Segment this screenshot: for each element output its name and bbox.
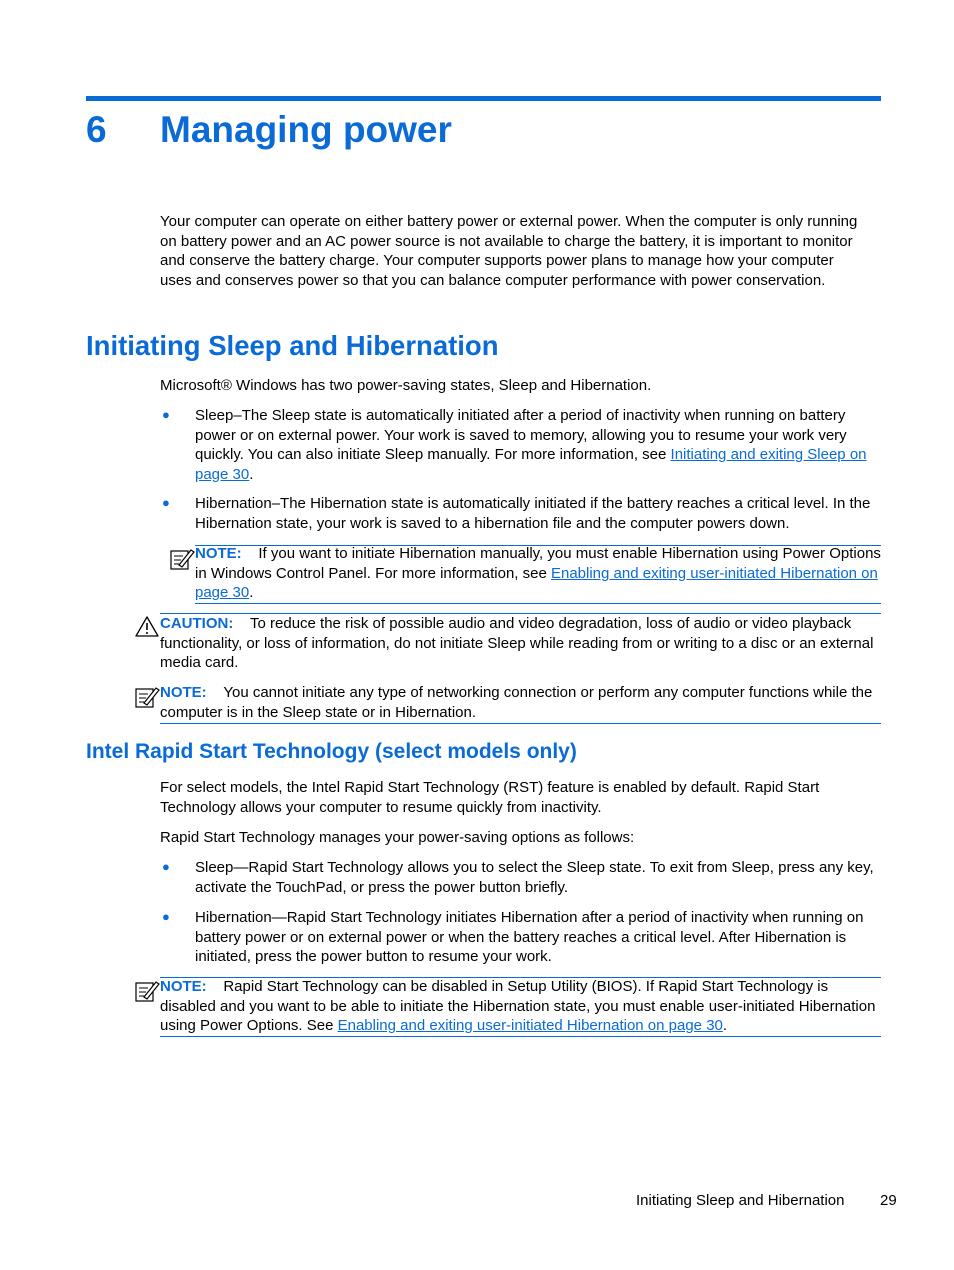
bullet-sleep-tail: .: [249, 465, 254, 483]
bullet-sleep: [195, 406, 883, 484]
note-networking: [160, 683, 885, 722]
rst-paragraph-2: Rapid Start Technology manages your power-saving options as follows:: [160, 829, 635, 846]
section-heading-sleep-hibernation: Initiating Sleep and Hibernation: [86, 330, 499, 361]
link-enabling-exiting-hibernation[interactable]: Enabling and exiting user-initiated Hibernation on page 30: [337, 1017, 723, 1034]
bullet-sleep-text: Sleep–The Sleep state is automatically initiated after a period of inactivity when running on battery power or on external power. Your work is saved to memory, allowing you to resume your work very quickly. You can also initiate Sleep manually. For more information, see: [195, 407, 847, 463]
note-bottom-rule: [195, 603, 881, 604]
bullet-dot: ●: [162, 495, 170, 510]
note-hibernation-manual: [195, 544, 885, 603]
note-bottom-rule: [160, 1036, 881, 1037]
link-enabling-exiting-hibernation[interactable]: Enabling and exiting user-initiated Hibernation on page 30: [195, 564, 878, 601]
caution-label: CAUTION:: [160, 615, 234, 632]
chapter-top-rule: [86, 96, 881, 101]
note-text: Rapid Start Technology can be disabled in Setup Utility (BIOS). If Rapid Start Technology is disabled and you want to be able to initiate the Hibernation state, you must enable user-initiated Hibernation using Power Options. See: [160, 978, 876, 1034]
note-text: You cannot initiate any type of networking connection or perform any computer functions while the computer is in the Sleep state or in Hibernation.: [160, 684, 873, 721]
note-rst-bios: [160, 977, 885, 1036]
rst-paragraph-1: For select models, the Intel Rapid Start Technology (RST) feature is enabled by default. Rapid Start Technology allows your computer to resume quickly from inactivity.: [160, 779, 820, 816]
note-pencil-icon: [169, 546, 195, 572]
warning-triangle-icon: [134, 614, 160, 640]
note-pencil-icon: [134, 684, 160, 710]
note-label: NOTE:: [160, 978, 207, 995]
note-label: NOTE:: [195, 545, 242, 562]
link-initiating-exiting-sleep[interactable]: Initiating and exiting Sleep on page 30: [195, 446, 867, 483]
note-pencil-icon: [134, 978, 160, 1004]
chapter-title: Managing power: [160, 109, 452, 150]
section-heading-rapid-start: Intel Rapid Start Technology (select models only): [86, 740, 577, 763]
rst-bullet-hibernation: Hibernation—Rapid Start Technology initiates Hibernation after a period of inactivity when running on battery power or on external power or when the battery reaches a critical level. After Hibernation is initiated, press the power button to resume your work.: [195, 909, 864, 965]
intro-paragraph: Your computer can operate on either battery power or external power. When the computer is only running on battery power and an AC power source is not available to charge the battery, it is important to monitor and conserve the battery charge. Your computer supports power plans to manage how your computer uses and conserves power so that you can balance computer performance with power conservation.: [160, 213, 858, 289]
bullet-dot: ●: [162, 909, 170, 924]
page-number: 29: [880, 1192, 897, 1209]
bullet-dot: ●: [162, 859, 170, 874]
note-tail: .: [249, 584, 254, 601]
caution-sleep-media: [160, 614, 885, 673]
note-label: NOTE:: [160, 684, 207, 701]
footer-section-title: Initiating Sleep and Hibernation: [636, 1192, 845, 1209]
note-bottom-rule: [160, 723, 881, 724]
bullet-dot: ●: [162, 407, 170, 422]
rst-bullet-sleep: Sleep—Rapid Start Technology allows you to select the Sleep state. To exit from Sleep, press any key, activate the TouchPad, or press the power button briefly.: [195, 859, 874, 896]
chapter-number: 6: [86, 109, 107, 150]
bullet-hibernation: Hibernation–The Hibernation state is automatically initiated if the battery reaches a critical level. In the Hibernation state, your work is saved to a hibernation file and the computer powers down.: [195, 495, 871, 532]
caution-text: To reduce the risk of possible audio and video degradation, loss of audio or video playback functionality, or loss of information, do not initiate Sleep while reading from or writing to a disc or an external media card.: [160, 615, 874, 671]
note-text: If you want to initiate Hibernation manually, you must enable Hibernation using Power Options in Windows Control Panel. For more information, see: [195, 545, 881, 582]
section-lead: Microsoft® Windows has two power-saving states, Sleep and Hibernation.: [160, 377, 652, 394]
note-tail: .: [722, 1017, 728, 1034]
